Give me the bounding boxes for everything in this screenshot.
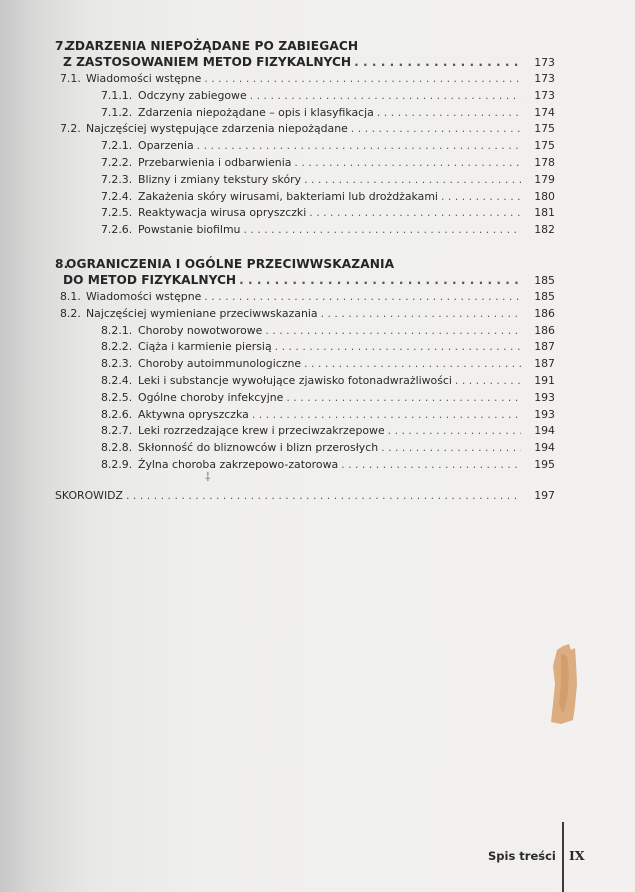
toc-entry-number: 7.2.6. bbox=[101, 223, 133, 237]
toc-entry-lead bbox=[60, 289, 201, 306]
toc-index-page: 197 bbox=[534, 488, 555, 502]
toc-leader-dots bbox=[388, 423, 521, 440]
toc-entry-lead bbox=[101, 356, 301, 373]
toc-entry-title: Reaktywacja wirusa opryszczki bbox=[138, 206, 307, 220]
toc-page-number: 195 bbox=[534, 457, 555, 471]
toc-entry-lead bbox=[101, 172, 301, 189]
toc-page-number: 193 bbox=[534, 407, 555, 421]
toc-entry-lead bbox=[101, 88, 247, 105]
toc-entry-number: 7.1.2. bbox=[101, 105, 133, 119]
toc-entry-title: Leki i substancje wywołujące zjawisko fotonadwrażliwości bbox=[138, 373, 452, 387]
chapter-number: 7. bbox=[55, 39, 69, 53]
toc-subsection bbox=[55, 88, 555, 105]
toc-leader-dots bbox=[126, 488, 521, 505]
toc-page-number: 173 bbox=[534, 72, 555, 85]
toc-entry-number: 7.2.2. bbox=[101, 155, 133, 169]
toc-subsection bbox=[55, 189, 555, 206]
toc-entry-lead bbox=[101, 189, 438, 206]
toc-page-number: 194 bbox=[534, 441, 555, 455]
toc-leader-dots bbox=[341, 457, 521, 474]
chapter-title-row bbox=[55, 54, 555, 71]
toc-entry-lead bbox=[101, 105, 374, 122]
toc-entry-number: 8.2.8. bbox=[101, 441, 133, 455]
chapter-heading bbox=[55, 256, 555, 272]
tape-piece-icon bbox=[549, 644, 579, 724]
toc-entry-lead bbox=[101, 138, 194, 155]
toc-entry-number: 7.2.1. bbox=[101, 139, 133, 153]
toc-entry-title: Aktywna opryszczka bbox=[138, 407, 249, 421]
toc-page-number: 186 bbox=[534, 323, 555, 337]
toc-index bbox=[55, 488, 555, 505]
toc-entry-number: 7.2.5. bbox=[101, 206, 133, 220]
toc-section bbox=[55, 71, 555, 88]
toc-leader-dots bbox=[204, 289, 521, 306]
toc-entry-number: 7.1. bbox=[60, 72, 81, 85]
toc-entry-title: Wiadomości wstępne bbox=[86, 289, 202, 303]
toc-entry-title: Zakażenia skóry wirusami, bakteriami lub drożdżakami bbox=[138, 189, 438, 203]
toc-entry-lead bbox=[101, 457, 338, 474]
toc-entry-title: Leki rozrzedzające krew i przeciwzakrzepowe bbox=[138, 424, 385, 438]
toc-leader-dots bbox=[252, 407, 521, 424]
cursor-mark-icon: ⸸ bbox=[205, 470, 211, 484]
toc-entry-lead bbox=[101, 407, 249, 424]
toc-subsection bbox=[55, 356, 555, 373]
toc-spacer bbox=[55, 474, 555, 488]
toc-entry-title: Ciąża i karmienie piersią bbox=[138, 340, 272, 354]
toc-entry-lead bbox=[101, 440, 378, 457]
toc-subsection bbox=[55, 390, 555, 407]
toc-subsection bbox=[55, 457, 555, 474]
toc-entry-lead bbox=[101, 339, 272, 356]
toc-page-number: 179 bbox=[534, 172, 555, 186]
toc-page-number: 173 bbox=[534, 88, 555, 102]
toc-entry-number: 7.2. bbox=[60, 122, 81, 136]
toc-leader-dots bbox=[354, 54, 521, 71]
toc-subsection bbox=[55, 155, 555, 172]
toc-entry-lead bbox=[101, 390, 283, 407]
toc-entry-lead bbox=[101, 222, 240, 239]
toc-leader-dots bbox=[377, 105, 521, 122]
toc-entry-title: Blizny i zmiany tekstury skóry bbox=[138, 172, 302, 186]
toc-entry-number: 7.2.4. bbox=[101, 189, 133, 203]
toc-entry-lead bbox=[60, 71, 201, 88]
toc-subsection bbox=[55, 323, 555, 340]
toc-leader-dots bbox=[309, 205, 521, 222]
toc-entry-title: Oparzenia bbox=[138, 139, 194, 153]
chapter-title-line2: Z ZASTOSOWANIEM METOD FIZYKALNYCH bbox=[63, 55, 352, 69]
toc-leader-dots bbox=[304, 356, 521, 373]
toc-entry-lead bbox=[101, 323, 262, 340]
toc-leader-dots bbox=[455, 373, 521, 390]
toc-entry-title: Odczyny zabiegowe bbox=[138, 88, 247, 102]
toc-subsection bbox=[55, 373, 555, 390]
toc-leader-dots bbox=[441, 189, 521, 206]
table-of-contents bbox=[55, 38, 555, 505]
toc-entry-lead bbox=[60, 121, 348, 138]
toc-page-number: 180 bbox=[534, 189, 555, 203]
toc-entry-number: 8.2.4. bbox=[101, 373, 133, 387]
toc-leader-dots bbox=[243, 222, 521, 239]
toc-entry-title: Skłonność do bliznowców i blizn przerosłych bbox=[138, 441, 379, 455]
toc-page-number: 185 bbox=[534, 289, 555, 303]
toc-leader-dots bbox=[275, 339, 521, 356]
chapter-heading bbox=[55, 38, 555, 54]
chapter-title-line2-wrap bbox=[63, 272, 236, 289]
toc-entry-title: Najczęściej występujące zdarzenia niepożądane bbox=[86, 122, 348, 136]
chapter-title-line1: OGRANICZENIA I OGÓLNE PRZECIWWSKAZANIA bbox=[66, 256, 395, 271]
toc-leader-dots bbox=[381, 440, 521, 457]
toc-leader-dots bbox=[321, 306, 521, 323]
toc-subsection bbox=[55, 339, 555, 356]
toc-subsection bbox=[55, 407, 555, 424]
toc-page-number: 186 bbox=[534, 306, 555, 320]
toc-page-number: 175 bbox=[534, 122, 555, 136]
toc-section bbox=[55, 121, 555, 138]
toc-entry-title: Wiadomości wstępne bbox=[86, 72, 202, 85]
toc-subsection bbox=[55, 440, 555, 457]
toc-entry-title: Choroby nowotworowe bbox=[138, 323, 263, 337]
toc-entry-title: Powstanie biofilmu bbox=[138, 223, 241, 237]
toc-entry-number: 8.1. bbox=[60, 289, 81, 303]
toc-entry-lead bbox=[101, 373, 452, 390]
toc-entry-lead bbox=[60, 306, 318, 323]
toc-entry-number: 8.2.6. bbox=[101, 407, 133, 421]
toc-subsection bbox=[55, 423, 555, 440]
toc-subsection bbox=[55, 205, 555, 222]
toc-entry-number: 8.2.2. bbox=[101, 340, 133, 354]
toc-index-title: SKOROWIDZ bbox=[55, 488, 123, 502]
toc-entry-number: 8.2.5. bbox=[101, 390, 133, 404]
toc-leader-dots bbox=[304, 172, 521, 189]
footer-page-number: IX bbox=[569, 848, 585, 863]
toc-page-number: 182 bbox=[534, 223, 555, 237]
toc-entry-lead bbox=[101, 155, 291, 172]
toc-entry-title: Żylna choroba zakrzepowo-zatorowa bbox=[138, 457, 339, 471]
toc-entry-title: Ogólne choroby infekcyjne bbox=[138, 390, 284, 404]
footer-divider bbox=[562, 822, 564, 892]
toc-leader-dots bbox=[286, 390, 521, 407]
chapter-number: 8. bbox=[55, 256, 69, 271]
chapter-page-number: 185 bbox=[534, 273, 555, 287]
toc-entry-title: Przebarwienia i odbarwienia bbox=[138, 155, 292, 169]
toc-entry-lead bbox=[101, 423, 385, 440]
toc-entry-number: 8.2.9. bbox=[101, 457, 133, 471]
toc-index-lead bbox=[55, 488, 123, 505]
toc-page-number: 181 bbox=[534, 206, 555, 220]
chapter-title-line1: ZDARZENIA NIEPOŻĄDANE PO ZABIEGACH bbox=[66, 39, 359, 53]
toc-subsection bbox=[55, 105, 555, 122]
toc-entry-number: 8.2.7. bbox=[101, 424, 133, 438]
toc-leader-dots bbox=[239, 272, 521, 289]
toc-page-number: 175 bbox=[534, 139, 555, 153]
toc-entry-title: Zdarzenia niepożądane – opis i klasyfikacja bbox=[138, 105, 374, 119]
toc-entry-lead bbox=[101, 205, 306, 222]
toc-leader-dots bbox=[265, 323, 521, 340]
chapter-title-line2: DO METOD FIZYKALNYCH bbox=[63, 272, 237, 287]
chapter-title-row bbox=[55, 272, 555, 289]
chapter-page-number: 173 bbox=[534, 56, 555, 69]
toc-chapter bbox=[55, 256, 555, 474]
toc-entry-number: 7.2.3. bbox=[101, 172, 133, 186]
toc-subsection bbox=[55, 222, 555, 239]
toc-page-number: 174 bbox=[534, 105, 555, 119]
toc-leader-dots bbox=[250, 88, 521, 105]
toc-chapter bbox=[55, 38, 555, 239]
toc-leader-dots bbox=[197, 138, 521, 155]
toc-entry-number: 8.2.3. bbox=[101, 357, 133, 371]
toc-entry-number: 8.2.1. bbox=[101, 323, 133, 337]
toc-page-number: 194 bbox=[534, 424, 555, 438]
toc-page-number: 187 bbox=[534, 357, 555, 371]
footer-section-title: Spis treści bbox=[488, 849, 556, 863]
toc-subsection bbox=[55, 138, 555, 155]
toc-entry-number: 7.1.1. bbox=[101, 88, 133, 102]
toc-page-number: 187 bbox=[534, 340, 555, 354]
toc-leader-dots bbox=[204, 71, 521, 88]
toc-page-number: 193 bbox=[534, 390, 555, 404]
toc-leader-dots bbox=[351, 121, 521, 138]
toc-page-number: 178 bbox=[534, 155, 555, 169]
toc-spacer bbox=[55, 239, 555, 256]
toc-entry-number: 8.2. bbox=[60, 306, 81, 320]
toc-section bbox=[55, 306, 555, 323]
toc-leader-dots bbox=[294, 155, 521, 172]
toc-section bbox=[55, 289, 555, 306]
chapter-title-line2-wrap bbox=[63, 54, 351, 71]
toc-entry-title: Choroby autoimmunologiczne bbox=[138, 357, 302, 371]
toc-subsection bbox=[55, 172, 555, 189]
toc-page-number: 191 bbox=[534, 373, 555, 387]
toc-entry-title: Najczęściej wymieniane przeciwwskazania bbox=[86, 306, 318, 320]
